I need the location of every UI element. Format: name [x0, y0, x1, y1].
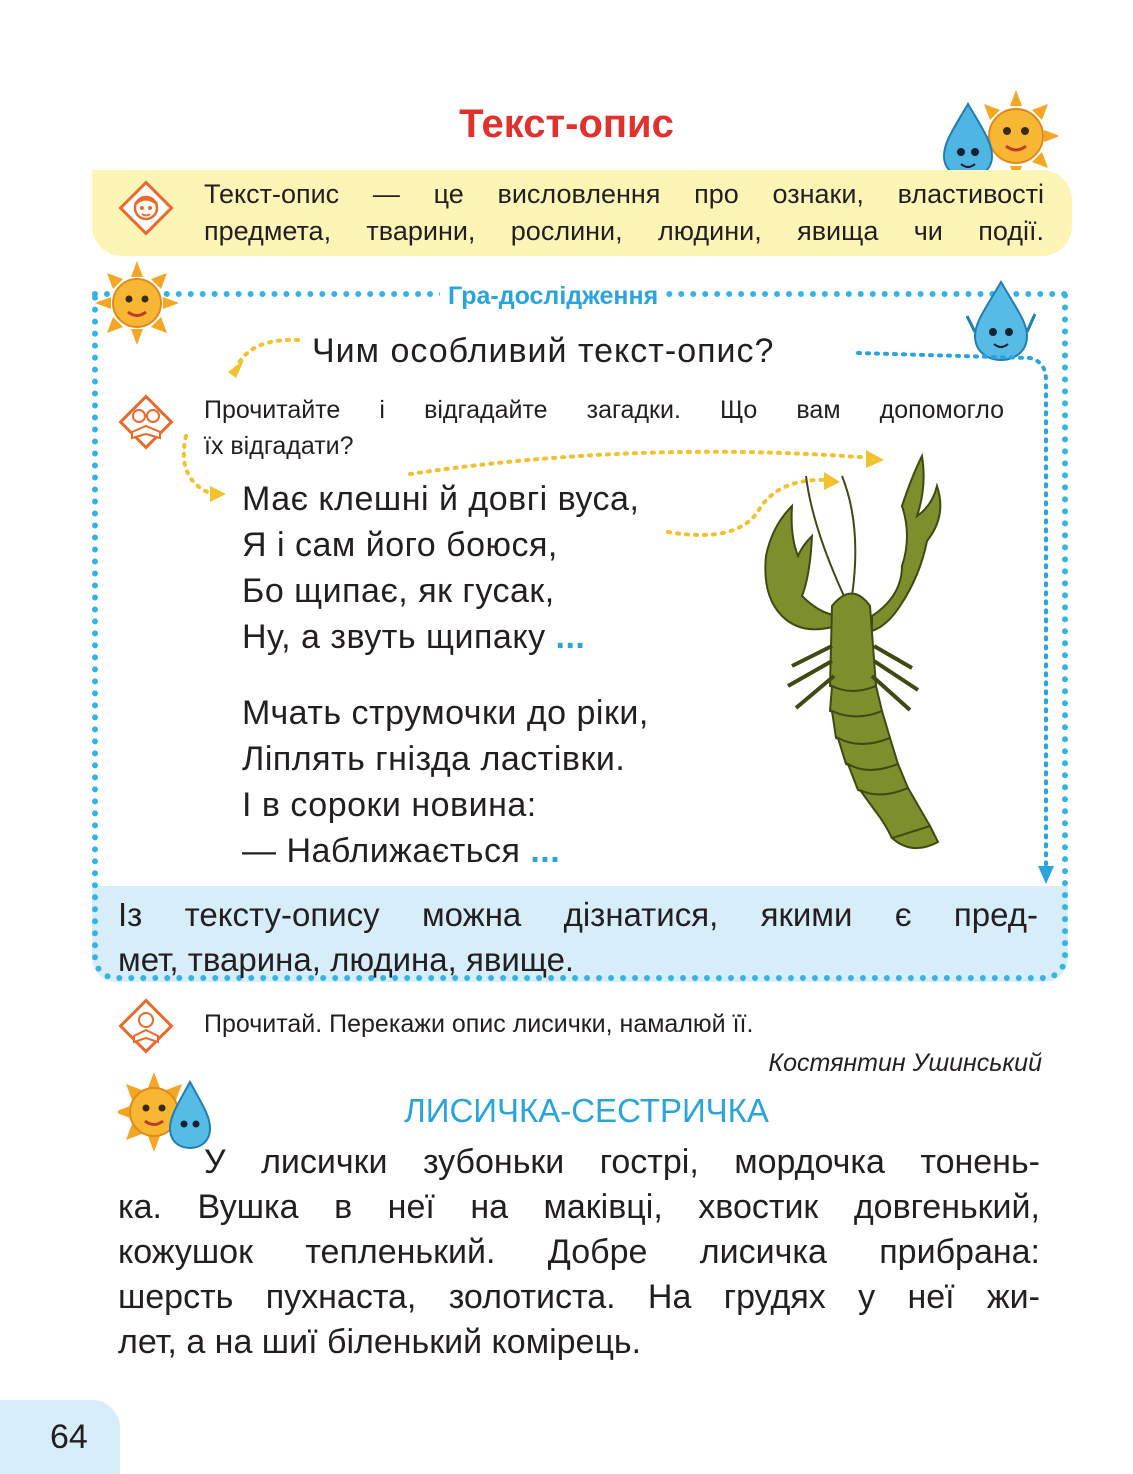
riddle2-dots: ... [530, 832, 561, 870]
riddle1-line4: Ну, а звуть щипаку ... [242, 618, 586, 656]
reading-diamond-icon-2 [116, 996, 176, 1056]
story-line1: У лисички зубоньки гострі, мордочка тонень- [204, 1143, 1040, 1181]
riddle1-line2: Я і сам його боюся, [242, 526, 558, 564]
riddle2-line3: І в сороки новина: [242, 786, 537, 824]
story-line4: шерсть пухнаста, золотиста. На грудях у неї жи- [118, 1278, 1040, 1316]
game-question: Чим особливий текст-опис? [312, 332, 775, 370]
page-title: Текст-опис [459, 102, 674, 146]
riddle1-dots: ... [555, 618, 586, 656]
conclusion-line2: мет, тварина, людина, явище. [118, 941, 575, 978]
task1-line2: їх відгадати? [204, 432, 354, 460]
crayfish-illustration [752, 446, 962, 866]
story-title: ЛИСИЧКА-СЕСТРИЧКА [404, 1092, 769, 1129]
conclusion-line1: Із тексту-опису можна дізнатися, якими є пред- [118, 896, 1038, 933]
story-author: Костянтин Ушинський [768, 1049, 1042, 1077]
riddle1-line3: Бо щипає, як гусак, [242, 572, 555, 610]
conclusion-text [118, 892, 1038, 982]
riddle2-line4: — Наближається ... [242, 832, 561, 870]
rule-text-line2: предмета, тварини, рослини, людини, явища чи події. [204, 216, 1044, 246]
story-line3: кожушок тепленький. Добре лисичка прибрана: [118, 1233, 1040, 1271]
rule-text-line1: Текст-опис — це висловлення про ознаки, властивості [204, 179, 1044, 209]
task1-line1: Прочитайте і відгадайте загадки. Що вам допомогло [204, 396, 1004, 424]
riddle1-line1: Має клешні й довгі вуса, [242, 480, 640, 518]
task2-text: Прочитай. Перекажи опис лисички, намалюй її. [204, 1010, 754, 1038]
story-line2: ка. Вушка в неї на маківці, хвостик довгенький, [118, 1188, 1040, 1226]
game-label: Гра-дослідження [440, 282, 666, 311]
story-text [118, 1140, 1040, 1365]
riddle2-line2: Ліплять гнізда ластівки. [242, 740, 626, 778]
riddle2-line1: Мчать струмочки до ріки, [242, 694, 649, 732]
reading-diamond-icon [116, 392, 176, 452]
page-number: 64 [50, 1418, 88, 1456]
story-line5: лет, а на шиї біленький комірець. [118, 1323, 642, 1361]
